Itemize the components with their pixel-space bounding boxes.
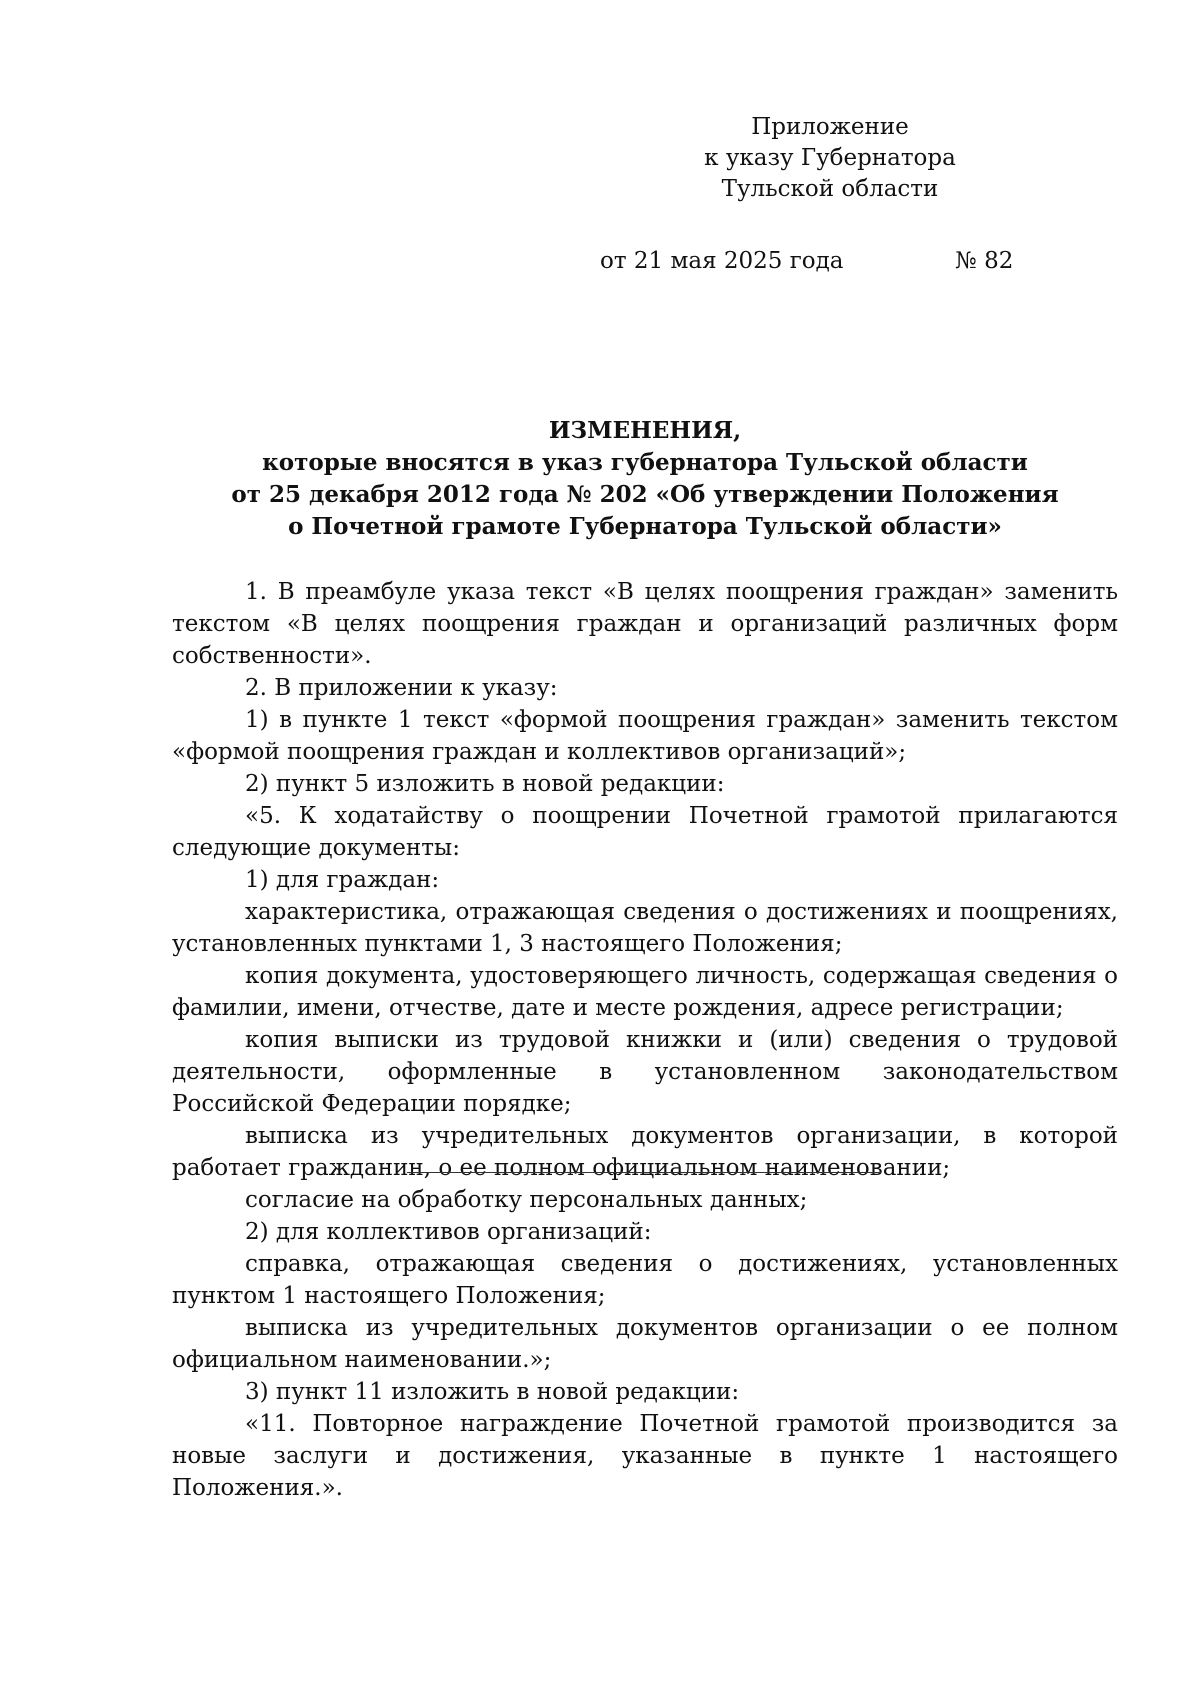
title-line-3: от 25 декабря 2012 года № 202 «Об утверждении Положения <box>231 481 1059 508</box>
paragraph: 2. В приложении к указу: <box>245 675 558 701</box>
paragraph: 1) в пункте 1 текст «формой поощрения граждан» заменить текстом «формой поощрения граждан и коллективов организаций»; <box>172 707 1118 765</box>
title-line-4: о Почетной грамоте Губернатора Тульской области» <box>288 513 1002 540</box>
paragraph: справка, отражающая сведения о достижениях, установленных пунктом 1 настоящего Положения; <box>172 1251 1118 1309</box>
paragraph: «11. Повторное награждение Почетной грамотой производится за новые заслуги и достижения, указанные в пункте 1 настоящего Положения.». <box>172 1411 1118 1501</box>
paragraph: 2) для коллективов организаций: <box>245 1219 652 1245</box>
decree-date: от 21 мая 2025 года <box>600 248 844 274</box>
appendix-header <box>640 112 1020 205</box>
appendix-line-2: к указу Губернатора <box>704 145 956 171</box>
decree-number: № 82 <box>955 248 1014 274</box>
paragraph: согласие на обработку персональных данных; <box>245 1187 808 1213</box>
title-line-1: ИЗМЕНЕНИЯ, <box>548 417 742 444</box>
paragraph: «5. К ходатайству о поощрении Почетной грамотой прилагаются следующие документы: <box>172 803 1118 861</box>
paragraph: 1) для граждан: <box>245 867 440 893</box>
document-body <box>172 576 1118 1504</box>
paragraph: копия документа, удостоверяющего личность, содержащая сведения о фамилии, имени, отчестве, дате и месте рождения, адресе регистрации; <box>172 963 1118 1021</box>
appendix-line-3: Тульской области <box>721 176 939 202</box>
paragraph: 1. В преамбуле указа текст «В целях поощрения граждан» заменить текстом «В целях поощрения граждан и организаций различных форм собственности». <box>172 579 1118 669</box>
paragraph: характеристика, отражающая сведения о достижениях и поощрениях, установленных пунктами 1, 3 настоящего Положения; <box>172 899 1118 957</box>
end-divider <box>407 1172 881 1173</box>
paragraph: выписка из учредительных документов организации, в которой работает гражданин, о ее полном официальном наименовании; <box>172 1123 1118 1181</box>
paragraph: 3) пункт 11 изложить в новой редакции: <box>245 1379 740 1405</box>
appendix-line-1: Приложение <box>751 114 909 140</box>
paragraph: 2) пункт 5 изложить в новой редакции: <box>245 771 725 797</box>
paragraph: выписка из учредительных документов организации о ее полном официальном наименовании.»; <box>172 1315 1118 1373</box>
decree-date-line <box>0 246 1200 277</box>
document-title <box>172 415 1118 543</box>
title-line-2: которые вносятся в указ губернатора Тульской области <box>262 449 1028 476</box>
paragraph: копия выписки из трудовой книжки и (или) сведения о трудовой деятельности, оформленные в установленном законодательством Российской Федерации порядке; <box>172 1027 1118 1117</box>
